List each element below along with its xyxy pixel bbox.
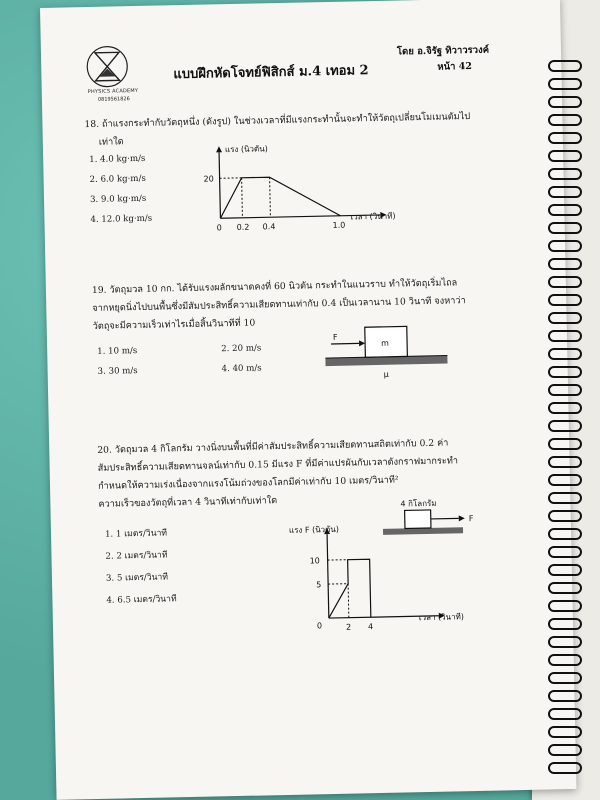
q20-x-axis-label: เวลา (วินาที) (418, 612, 465, 623)
worksheet-page (40, 0, 576, 800)
q19-line2: จากหยุดนิ่งไปบนพื้นซึ่งมีสัมประสิทธิ์ความเสียดทานเท่ากับ 0.4 เป็นเวลานาน 10 วินาที จงหาว่า (92, 295, 466, 314)
q19-block-diagram (319, 317, 460, 380)
q20-force-time-graph (287, 519, 489, 633)
q18-x-tick-1-0: 1.0 (332, 220, 346, 230)
q20-line4: ความเร็วของวัตถุที่เวลา 4 วินาทีเท่ากับเท่าใด (98, 495, 278, 510)
author: โดย อ.จิรัฐ ทิวาวรวงค์ (396, 44, 490, 58)
q19-mass-label: m (381, 338, 389, 348)
page-header (40, 0, 562, 103)
q18-option-1: 1. 4.0 kg·m/s (89, 153, 146, 166)
q20-y-axis-label: แรง F (นิวตัน) (288, 524, 340, 535)
q20-y-tick-5: 5 (316, 580, 322, 590)
q19-option-3: 3. 30 m/s (97, 366, 138, 377)
logo-caption: PHYSICS ACADEMY (87, 87, 139, 96)
q20-y-tick-0: 0 (316, 621, 323, 631)
q18-option-2: 2. 6.0 kg·m/s (89, 173, 146, 185)
q18-line2: เท่าใด (98, 136, 124, 148)
q19-option-1: 1. 10 m/s (97, 346, 138, 357)
q19-option-4: 4. 40 m/s (221, 363, 262, 375)
q19-line1: 19. วัตถุมวล 10 กก. ได้รับแรงผลักขนาดคงที่ 60 นิวตัน กระทำในแนวราบ ทำให้วัตถุเริ่มไถล (91, 277, 458, 296)
page-number: หน้า 42 (437, 60, 473, 73)
q19-force-label: F (332, 332, 338, 342)
q18-x-tick-0-4: 0.4 (262, 222, 276, 232)
q20-force-label: F (468, 514, 474, 524)
q18-force-time-graph (199, 140, 431, 240)
q18-option-3: 3. 9.0 kg·m/s (89, 193, 147, 205)
q19-line3: วัตถุจะมีความเร็วเท่าไรเมื่อสิ้นวินาทีที่ 10 (92, 317, 256, 332)
q18-x-tick-0-2: 0.2 (236, 222, 250, 232)
physics-academy-logo (85, 44, 130, 89)
q18-option-4: 4. 12.0 kg·m/s (90, 213, 153, 225)
q18-x-axis-label: เวลา (วินาที) (350, 211, 396, 222)
q19-mu-label: μ (383, 369, 389, 379)
q18-y-tick-20: 20 (203, 174, 214, 184)
q20-mass-label: 4 กิโลกรัม (400, 498, 437, 509)
worksheet-title: แบบฝึกหัดโจทย์ฟิสิกส์ ม.4 เทอม 2 (173, 63, 369, 83)
q20-option-1: 1. 1 เมตร/วินาที (104, 528, 168, 540)
q20-option-3: 3. 5 เมตร/วินาที (105, 572, 169, 584)
q18-line1: 18. ถ้าแรงกระทำกับวัตถุหนึ่ง (ดังรูป) ในช่วงเวลาที่มีแรงกระทำนั้นจะทำให้วัตถุเปลี่ยนโมเมนตัมไป (84, 111, 471, 131)
q20-option-2: 2. 2 เมตร/วินาที (105, 550, 168, 562)
q20-line3: กำหนดให้ความเร่งเนื่องจากแรงโน้มถ่วงของโลกมีค่าเท่ากับ 10 เมตร/วินาที² (97, 474, 399, 492)
q18-x-tick-0: 0 (216, 223, 222, 233)
q20-y-tick-10: 10 (309, 556, 320, 566)
q20-x-tick-4: 4 (367, 622, 374, 632)
q20-x-tick-2: 2 (345, 622, 352, 632)
q20-line2: สัมประสิทธิ์ความเสียดทานจลน์เท่ากับ 0.15 มีแรง F ที่มีค่าแปรผันกับเวลาดังกราฟมากระทำ (97, 455, 459, 474)
q20-option-4: 4. 6.5 เมตร/วินาที (106, 594, 177, 606)
q19-option-2: 2. 20 m/s (221, 343, 262, 355)
logo-phone: 0819561826 (97, 96, 130, 103)
q18-y-axis-label: แรง (นิวตัน) (224, 144, 268, 155)
q20-line1: 20. วัตถุมวล 4 กิโลกรัม วางนิ่งบนพื้นที่มีค่าสัมประสิทธิ์ความเสียดทานสถิตเท่ากับ 0.2 ค่า (97, 437, 449, 456)
